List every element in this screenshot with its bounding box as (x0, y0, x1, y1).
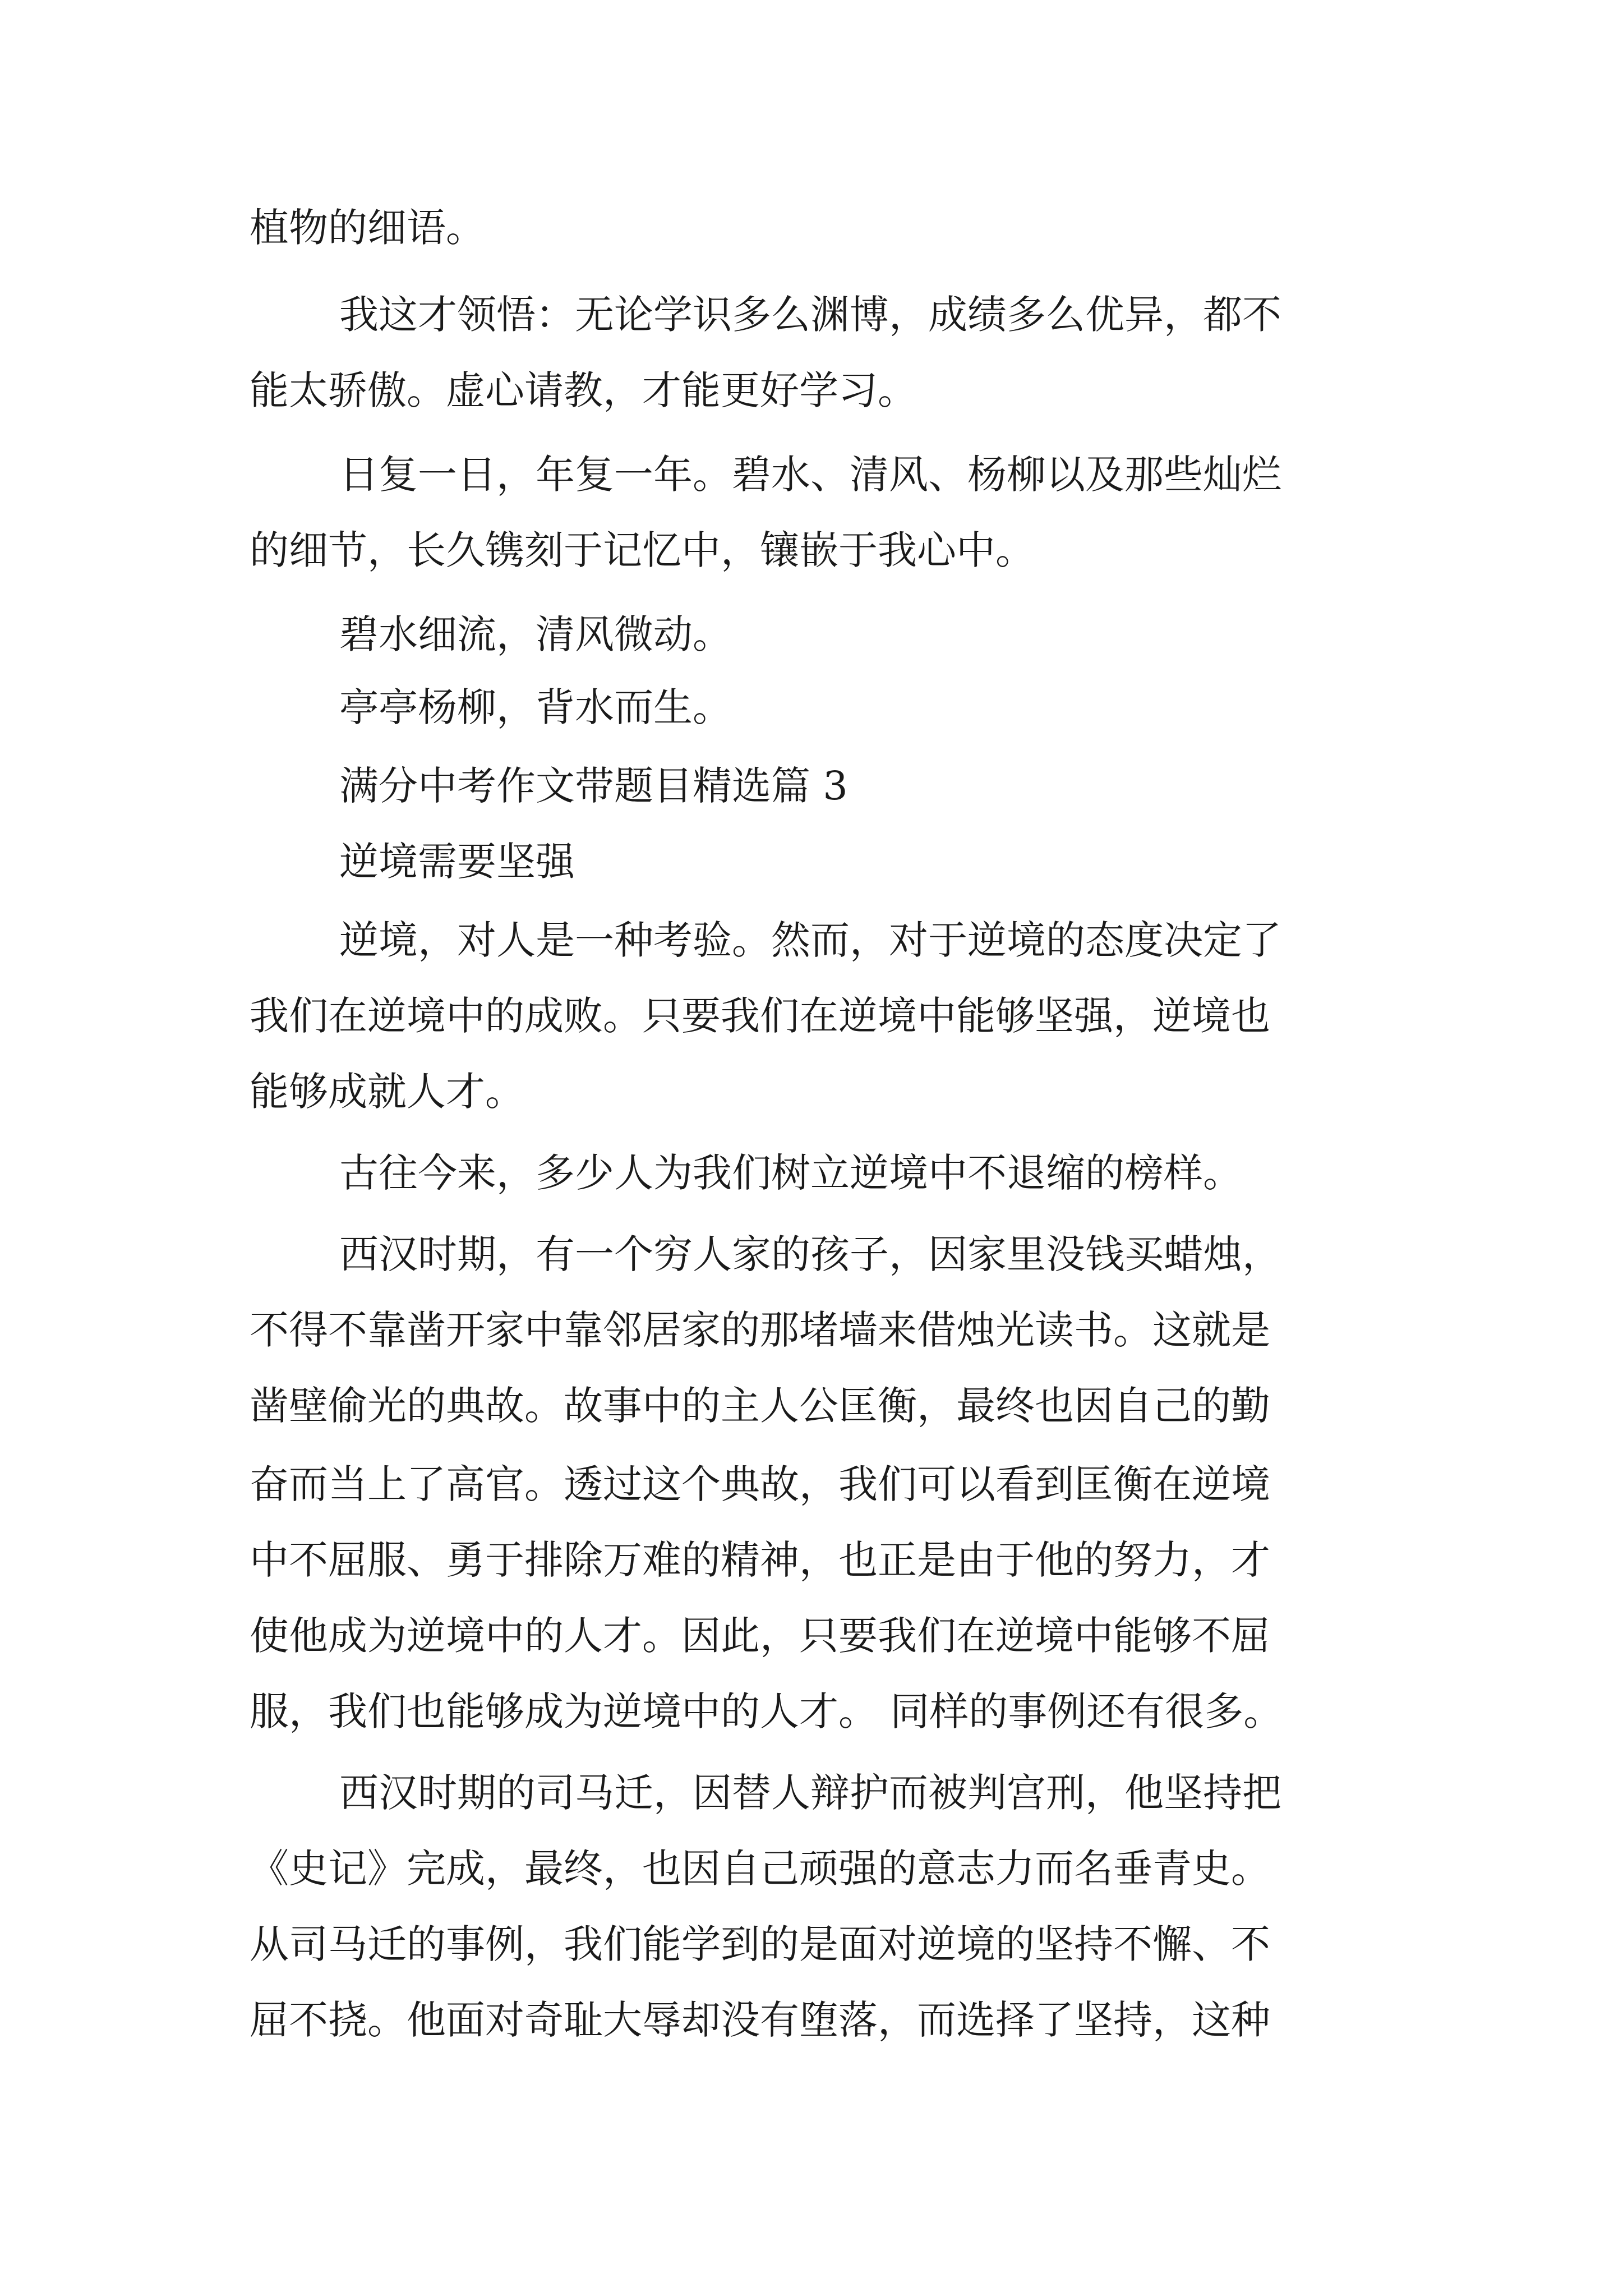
text-line: 西汉时期，有一个穷人家的孩子，因家里没钱买蜡烛， (339, 1231, 1281, 1277)
text-line: 植物的细语。 (250, 205, 485, 251)
text-line: 从司马迁的事例，我们能学到的是面对逆境的坚持不懈、不 (250, 1921, 1270, 1967)
text-line: 我们在逆境中的成败。只要我们在逆境中能够坚强，逆境也 (250, 993, 1270, 1039)
text-line: 《史记》完成，最终，也因自己顽强的意志力而名垂青史。 (250, 1846, 1270, 1892)
text-line: 我这才领悟：无论学识多么渊博，成绩多么优异，都不 (339, 292, 1281, 338)
text-line: 奋而当上了高官。透过这个典故，我们可以看到匡衡在逆境 (250, 1461, 1270, 1507)
text-line: 能太骄傲。虚心请教，才能更好学习。 (250, 367, 917, 413)
text-line: 逆境，对人是一种考验。然而，对于逆境的态度决定了 (339, 917, 1281, 963)
section-title: 满分中考作文带题目精选篇 3 (339, 763, 848, 809)
text-line: 古往今来，多少人为我们树立逆境中不退缩的榜样。 (339, 1150, 1242, 1196)
text-line: 亭亭杨柳，背水而生。 (339, 684, 732, 730)
text-line: 中不屈服、勇于排除万难的精神，也正是由于他的努力，才 (250, 1537, 1270, 1583)
text-line: 不得不靠凿开家中靠邻居家的那堵墙来借烛光读书。这就是 (250, 1307, 1270, 1353)
text-line: 凿壁偷光的典故。故事中的主人公匡衡，最终也因自己的勤 (250, 1383, 1270, 1429)
text-line: 能够成就人才。 (250, 1069, 524, 1115)
text-line: 的细节，长久镌刻于记忆中，镶嵌于我心中。 (250, 527, 1035, 573)
text-line: 屈不挠。他面对奇耻大辱却没有堕落，而选择了坚持，这种 (250, 1997, 1270, 2043)
text-line: 日复一日，年复一年。碧水、清风、杨柳以及那些灿烂 (339, 452, 1281, 498)
text-line: 碧水细流，清风微动。 (339, 611, 732, 657)
text-line: 使他成为逆境中的人才。因此，只要我们在逆境中能够不屈 (250, 1613, 1270, 1659)
essay-title: 逆境需要坚强 (339, 839, 575, 885)
text-line: 服，我们也能够成为逆境中的人才。 同样的事例还有很多。 (250, 1688, 1283, 1734)
text-line: 西汉时期的司马迁，因替人辩护而被判宫刑，他坚持把 (339, 1770, 1281, 1816)
